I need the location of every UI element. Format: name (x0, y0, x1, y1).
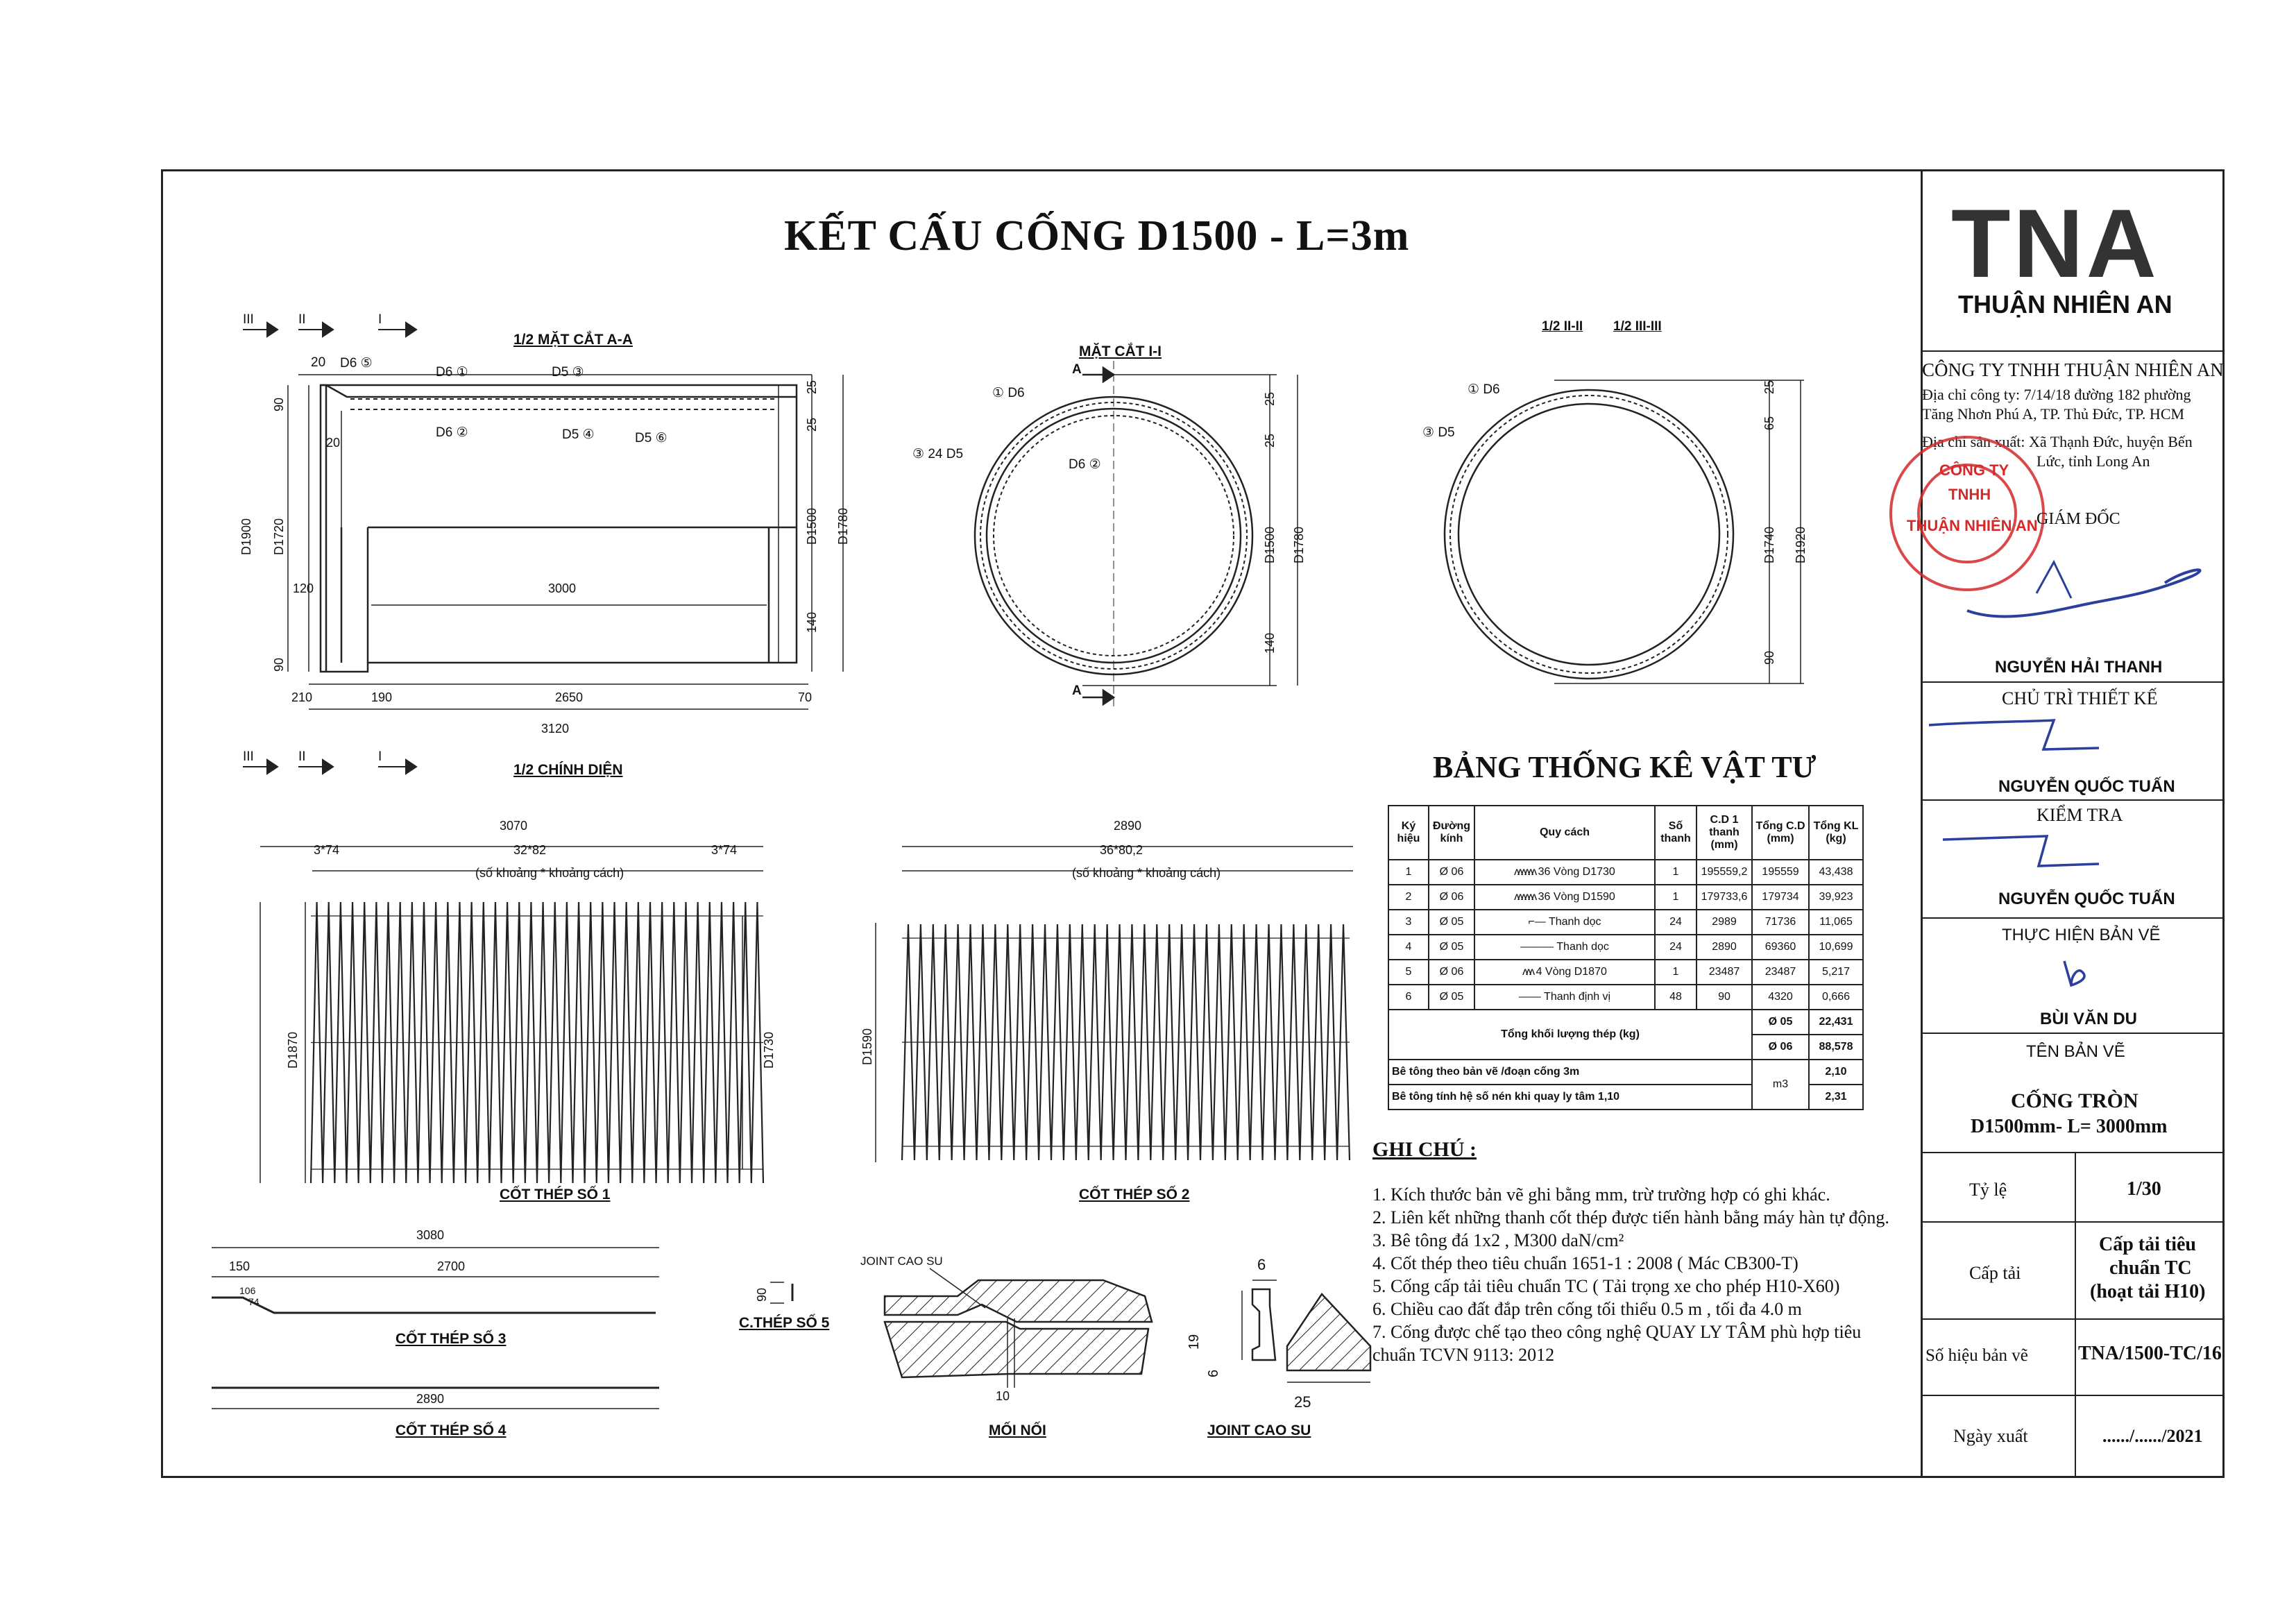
check-role: KIỂM TRA (2036, 805, 2123, 825)
gasket-6: 6 (1257, 1256, 1266, 1273)
tb-divider (1921, 1395, 2225, 1396)
section-cut-markers (243, 323, 416, 774)
cut-mark-ii: II (298, 312, 306, 327)
cage1-mid: 32*82 (513, 843, 547, 857)
callout-ii-3: ③ 24 D5 (912, 447, 964, 461)
dim-aa-140: 140 (805, 611, 819, 633)
cell: Ø 05 (1429, 985, 1474, 1010)
tb-divider (1921, 1318, 2225, 1320)
callout-aa-d6-1: D6 ① (436, 365, 468, 380)
cage2-total: 2890 (1114, 819, 1142, 833)
dim-aa-d1780: D1780 (836, 507, 850, 545)
cell: 23487 (1752, 960, 1809, 985)
tb-divider (1921, 681, 2225, 683)
director-role: GIÁM ĐỐC (2036, 510, 2120, 528)
table-header-row (1388, 806, 1863, 860)
tb-divider (1921, 350, 2225, 352)
total-steel-label: Tổng khối lượng thép (kg) (1388, 1010, 1752, 1060)
dim-aa-120: 120 (293, 581, 314, 595)
table-row-total-05 (1388, 1010, 1863, 1035)
bar5-d: 90 (755, 1287, 769, 1302)
cell: 11,065 (1809, 910, 1863, 935)
callout-iii-1: ① D6 (1468, 382, 1500, 397)
bar3-b: 2700 (437, 1259, 466, 1273)
joint-moi-noi: MỐI NỐI (989, 1422, 1046, 1438)
cell: 24 (1655, 935, 1697, 960)
drawing-subname: D1500mm- L= 3000mm (1971, 1116, 2168, 1137)
gasket-detail (1242, 1280, 1370, 1382)
bar3-label: CỐT THÉP SỐ 3 (396, 1331, 507, 1347)
stamp-text-1: CÔNG TY (1939, 461, 2009, 479)
drawer-name: BÙI VĂN DU (2040, 1010, 2138, 1028)
dim-aa-3000: 3000 (548, 581, 577, 595)
cell: 48 (1655, 985, 1697, 1010)
cell: Ø 05 (1429, 910, 1474, 935)
dim-aa-r25b: 25 (805, 417, 819, 432)
material-table (1388, 805, 1864, 1110)
drawing-name-label: TÊN BẢN VẼ (2026, 1042, 2125, 1061)
table-row (1388, 960, 1863, 985)
chief-name: NGUYỄN QUỐC TUẤN (1998, 777, 2175, 796)
dim-ii-r25b: 25 (1263, 433, 1277, 448)
load-value-2: chuẩn TC (2109, 1257, 2192, 1279)
tb-col-divider (2075, 1152, 2076, 1478)
cell: 22,431 (1809, 1010, 1863, 1035)
rebar-cage-1 (311, 902, 763, 1183)
cell: ᴧᴧᴧᴧᴧᴧ 36 Vòng D1590 (1474, 885, 1655, 910)
cell: 195559,2 (1697, 860, 1752, 885)
drawing-no: TNA/1500-TC/16 (2078, 1343, 2222, 1364)
rebar-cage-2 (902, 924, 1350, 1160)
bar4-total: 2890 (416, 1392, 445, 1406)
cell: 2,10 (1809, 1060, 1863, 1085)
coil-symbol: ᴧᴧᴧ (1522, 966, 1533, 978)
dim-aa-70: 70 (798, 690, 813, 704)
tb-divider (1921, 1152, 2225, 1153)
callout-aa-20: 20 (311, 355, 326, 370)
dim-aa-20: 20 (326, 436, 341, 450)
straight-bar-symbol: —— (1518, 991, 1541, 1003)
cage1-label: CỐT THÉP SỐ 1 (500, 1187, 611, 1203)
dim-ii-d1780: D1780 (1292, 526, 1306, 563)
coil-symbol: ᴧᴧᴧᴧᴧᴧ (1514, 891, 1536, 903)
cell: 2,31 (1809, 1085, 1863, 1110)
dim-ii-140: 140 (1263, 632, 1277, 654)
table-row-concrete-1 (1388, 1060, 1863, 1085)
bar3-d: 74 (248, 1296, 260, 1307)
cell: 179733,6 (1697, 885, 1752, 910)
dim-aa-d1500: D1500 (805, 507, 819, 545)
cell: 24 (1655, 910, 1697, 935)
rebar-bar-3 (212, 1248, 659, 1313)
cage2-d1590: D1590 (860, 1028, 874, 1065)
cage1-right: 3*74 (711, 843, 738, 857)
cell: 1 (1655, 860, 1697, 885)
cell: 39,923 (1809, 885, 1863, 910)
drawing-name: CỐNG TRÒN (2011, 1089, 2138, 1112)
drawing-no-label: Số hiệu bản vẽ (1925, 1346, 2028, 1365)
cell: ᴧᴧᴧᴧᴧᴧ 36 Vòng D1730 (1474, 860, 1655, 885)
joint-detail (885, 1268, 1152, 1388)
bar3-c: 106 (239, 1285, 256, 1296)
col-header: Tổng C.D (mm) (1752, 806, 1809, 860)
notes-heading: GHI CHÚ : (1372, 1138, 1477, 1161)
bar3-total: 3080 (416, 1228, 445, 1242)
view-label-half-ii: 1/2 II-II (1542, 319, 1583, 334)
cage1-total: 3070 (500, 819, 528, 833)
dim-aa-r25a: 25 (805, 380, 819, 394)
tb-divider (1921, 1033, 2225, 1034)
view-label-front: 1/2 CHÍNH DIỆN (513, 762, 623, 778)
cell: Ø 06 (1429, 960, 1474, 985)
dim-aa-2650: 2650 (555, 690, 584, 704)
pipe-section-aa (288, 375, 843, 709)
bar3-a: 150 (229, 1259, 250, 1273)
cell: 71736 (1752, 910, 1809, 935)
cell: 3 (1388, 910, 1429, 935)
dim-aa-190: 190 (371, 690, 393, 704)
director-name: NGUYỄN HẢI THANH (1995, 658, 2163, 677)
dim-iii-90: 90 (1762, 650, 1776, 665)
gasket-19: 19 (1187, 1334, 1202, 1350)
table-row (1388, 985, 1863, 1010)
checker-name: NGUYỄN QUỐC TUẤN (1998, 890, 2175, 908)
view-label-half-iii: 1/2 III-III (1613, 319, 1662, 334)
cage1-left: 3*74 (314, 843, 340, 857)
cell: Bê tông tính hệ số nén khi quay ly tâm 1,10 (1388, 1085, 1752, 1110)
company-address-2: Tăng Nhơn Phú A, TP. Thủ Đức, TP. HCM (1922, 405, 2185, 423)
tb-divider (1921, 1221, 2225, 1223)
col-header: Tổng KL (kg) (1809, 806, 1863, 860)
callout-iii-3: ③ D5 (1422, 425, 1455, 440)
note-item: 4. Cốt thép theo tiêu chuẩn 1651-1 : 2008 ( Mác CB300-T) (1372, 1253, 1798, 1273)
cell: 1 (1655, 960, 1697, 985)
cut-mark-i: I (378, 312, 382, 327)
cell: m3 (1752, 1060, 1809, 1110)
cell: ——— Thanh dọc (1474, 935, 1655, 960)
stamp-text-3: THUẬN NHIÊN AN (1907, 517, 2038, 534)
cut-mark-iii-bottom: III (243, 749, 254, 764)
notes-list (1372, 1183, 1907, 1366)
dim-aa-90-top: 90 (272, 397, 286, 411)
cage1-d1870: D1870 (286, 1031, 300, 1069)
note-item: 6. Chiều cao đất đắp trên cống tối thiểu 0.5 m , tối đa 4.0 m (1372, 1299, 1802, 1319)
cell: 6 (1388, 985, 1429, 1010)
chief-role: CHỦ TRÌ THIẾT KẾ (2002, 688, 2158, 708)
company-address-4: Lức, tỉnh Long An (2036, 452, 2150, 470)
cell: —— Thanh định vị (1474, 985, 1655, 1010)
dim-iii-d1740: D1740 (1762, 526, 1776, 563)
bent-bar-symbol: ⌐— (1528, 916, 1546, 928)
company-logo: TNA (1951, 189, 2159, 298)
dim-aa-3120: 3120 (541, 722, 570, 736)
bar4-label: CỐT THÉP SỐ 4 (396, 1422, 507, 1438)
cell: 1 (1388, 860, 1429, 885)
load-value-1: Cấp tải tiêu (2099, 1234, 2196, 1255)
section-ii-rings (975, 361, 1298, 708)
cell: 88,578 (1809, 1035, 1863, 1060)
cell: 0,666 (1809, 985, 1863, 1010)
cell: Ø 06 (1429, 860, 1474, 885)
coil-symbol: ᴧᴧᴧᴧᴧᴧ (1514, 866, 1536, 878)
dim-iii-d1920: D1920 (1794, 526, 1808, 563)
table-row (1388, 860, 1863, 885)
cell: 23487 (1697, 960, 1752, 985)
cell: 4320 (1752, 985, 1809, 1010)
cut-mark-iii: III (243, 312, 254, 327)
tb-divider (1921, 917, 2225, 919)
table-row (1388, 935, 1863, 960)
draw-role: THỰC HIỆN BẢN VẼ (2002, 926, 2161, 944)
col-header: Đường kính (1429, 806, 1474, 860)
cell: 195559 (1752, 860, 1809, 885)
dim-aa-d1720: D1720 (272, 518, 286, 555)
cell: 4 (1388, 935, 1429, 960)
scale-label: Tỷ lệ (1969, 1180, 2007, 1200)
date-value: ....../....../2021 (2102, 1426, 2203, 1446)
col-header: Quy cách (1474, 806, 1655, 860)
table-row (1388, 885, 1863, 910)
cut-mark-ii-bottom: II (298, 749, 306, 764)
note-item: 2. Liên kết những thanh cốt thép được tiến hành bằng máy hàn tự động. (1372, 1207, 1889, 1227)
note-item: 1. Kích thước bản vẽ ghi bằng mm, trừ trường hợp có ghi khác. (1372, 1184, 1830, 1205)
load-label: Cấp tải (1969, 1263, 2021, 1283)
cell: 5 (1388, 960, 1429, 985)
cell: 10,699 (1809, 935, 1863, 960)
callout-aa-d6-2: D6 ② (436, 425, 468, 440)
cage2-mid: 36*80,2 (1100, 843, 1143, 857)
col-header: Ký hiệu (1388, 806, 1429, 860)
col-header: Số thanh (1655, 806, 1697, 860)
col-header: C.D 1 thanh (mm) (1697, 806, 1752, 860)
load-value-3: (hoạt tải H10) (2090, 1281, 2206, 1302)
cell: 2 (1388, 885, 1429, 910)
drawing-title: KẾT CẤU CỐNG D1500 - L=3m (784, 212, 1410, 260)
callout-aa-d5-4: D5 ④ (562, 427, 595, 442)
section-iii-rings (1445, 380, 1804, 683)
cell: 2890 (1697, 935, 1752, 960)
dim-aa-d1900: D1900 (239, 518, 253, 555)
cell: 2989 (1697, 910, 1752, 935)
gasket-label: JOINT CAO SU (1207, 1422, 1311, 1438)
cell: Ø 06 (1752, 1035, 1809, 1060)
dim-ii-r25a: 25 (1263, 391, 1277, 406)
joint-cao-su-label: JOINT CAO SU (860, 1255, 943, 1268)
rebar-bar-5 (770, 1282, 792, 1303)
company-address-1: Địa chỉ công ty: 7/14/18 đường 182 phường (1922, 386, 2191, 403)
logo-subtitle: THUẬN NHIÊN AN (1958, 290, 2172, 318)
cell: 90 (1697, 985, 1752, 1010)
tb-divider (1921, 799, 2225, 801)
stamp-text-2: TNHH (1948, 486, 1991, 503)
table-row (1388, 910, 1863, 935)
cell: ᴧᴧᴧ 4 Vòng D1870 (1474, 960, 1655, 985)
callout-ii-2: D6 ② (1069, 457, 1101, 472)
gasket-25: 25 (1294, 1393, 1311, 1411)
cell: Bê tông theo bản vẽ /đoạn cống 3m (1388, 1060, 1752, 1085)
gasket-6b: 6 (1206, 1369, 1221, 1377)
table-title: BẢNG THỐNG KÊ VẬT TƯ (1433, 750, 1817, 784)
cell: Ø 05 (1752, 1010, 1809, 1035)
cell: 1 (1655, 885, 1697, 910)
cage2-note: (số khoảng * khoảng cách) (1072, 866, 1221, 880)
cell: 179734 (1752, 885, 1809, 910)
date-label: Ngày xuất (1953, 1426, 2028, 1446)
cell: Ø 05 (1429, 935, 1474, 960)
view-label-section-ii: MẶT CẮT I-I (1079, 343, 1162, 359)
dim-iii-65: 65 (1762, 416, 1776, 430)
dim-aa-90-bot: 90 (272, 657, 286, 672)
callout-aa-d5-3: D5 ③ (552, 365, 584, 380)
cell: ⌐— Thanh dọc (1474, 910, 1655, 935)
cell: Ø 06 (1429, 885, 1474, 910)
note-item: 5. Cống cấp tải tiêu chuẩn TC ( Tải trọng xe cho phép H10-X60) (1372, 1276, 1840, 1296)
dim-iii-25: 25 (1762, 380, 1776, 394)
cell: 5,217 (1809, 960, 1863, 985)
cage1-d1730: D1730 (762, 1031, 776, 1069)
cage2-label: CỐT THÉP SỐ 2 (1079, 1187, 1190, 1203)
cage1-note: (số khoảng * khoảng cách) (475, 866, 624, 880)
cut-a-bottom: A (1072, 683, 1082, 698)
scale-value: 1/30 (2127, 1178, 2161, 1200)
cut-mark-i-bottom: I (378, 749, 382, 764)
dim-aa-210: 210 (291, 690, 313, 704)
view-label-section-aa: 1/2 MẶT CẮT A-A (513, 332, 633, 348)
straight-bar-symbol: ——— (1520, 941, 1554, 953)
company-address-3: Địa chỉ sản xuất: Xã Thạnh Đức, huyện Bến (1922, 433, 2193, 450)
cut-a-top: A (1072, 362, 1082, 377)
callout-aa-d5-6: D5 ⑥ (635, 431, 667, 445)
bar5-label: C.THÉP SỐ 5 (739, 1315, 830, 1331)
joint-10: 10 (996, 1389, 1010, 1403)
note-item: 7. Cống được chế tạo theo công nghệ QUAY LY TÂM phù hợp tiêu chuẩn TCVN 9113: 2012 (1372, 1322, 1862, 1365)
cell: 43,438 (1809, 860, 1863, 885)
cell: 69360 (1752, 935, 1809, 960)
callout-aa-d6-5: D6 ⑤ (340, 356, 373, 371)
company-name: CÔNG TY TNHH THUẬN NHIÊN AN (1922, 359, 2224, 380)
dim-ii-d1500: D1500 (1263, 526, 1277, 563)
note-item: 3. Bê tông đá 1x2 , M300 daN/cm² (1372, 1230, 1624, 1250)
callout-ii-1: ① D6 (992, 386, 1025, 400)
